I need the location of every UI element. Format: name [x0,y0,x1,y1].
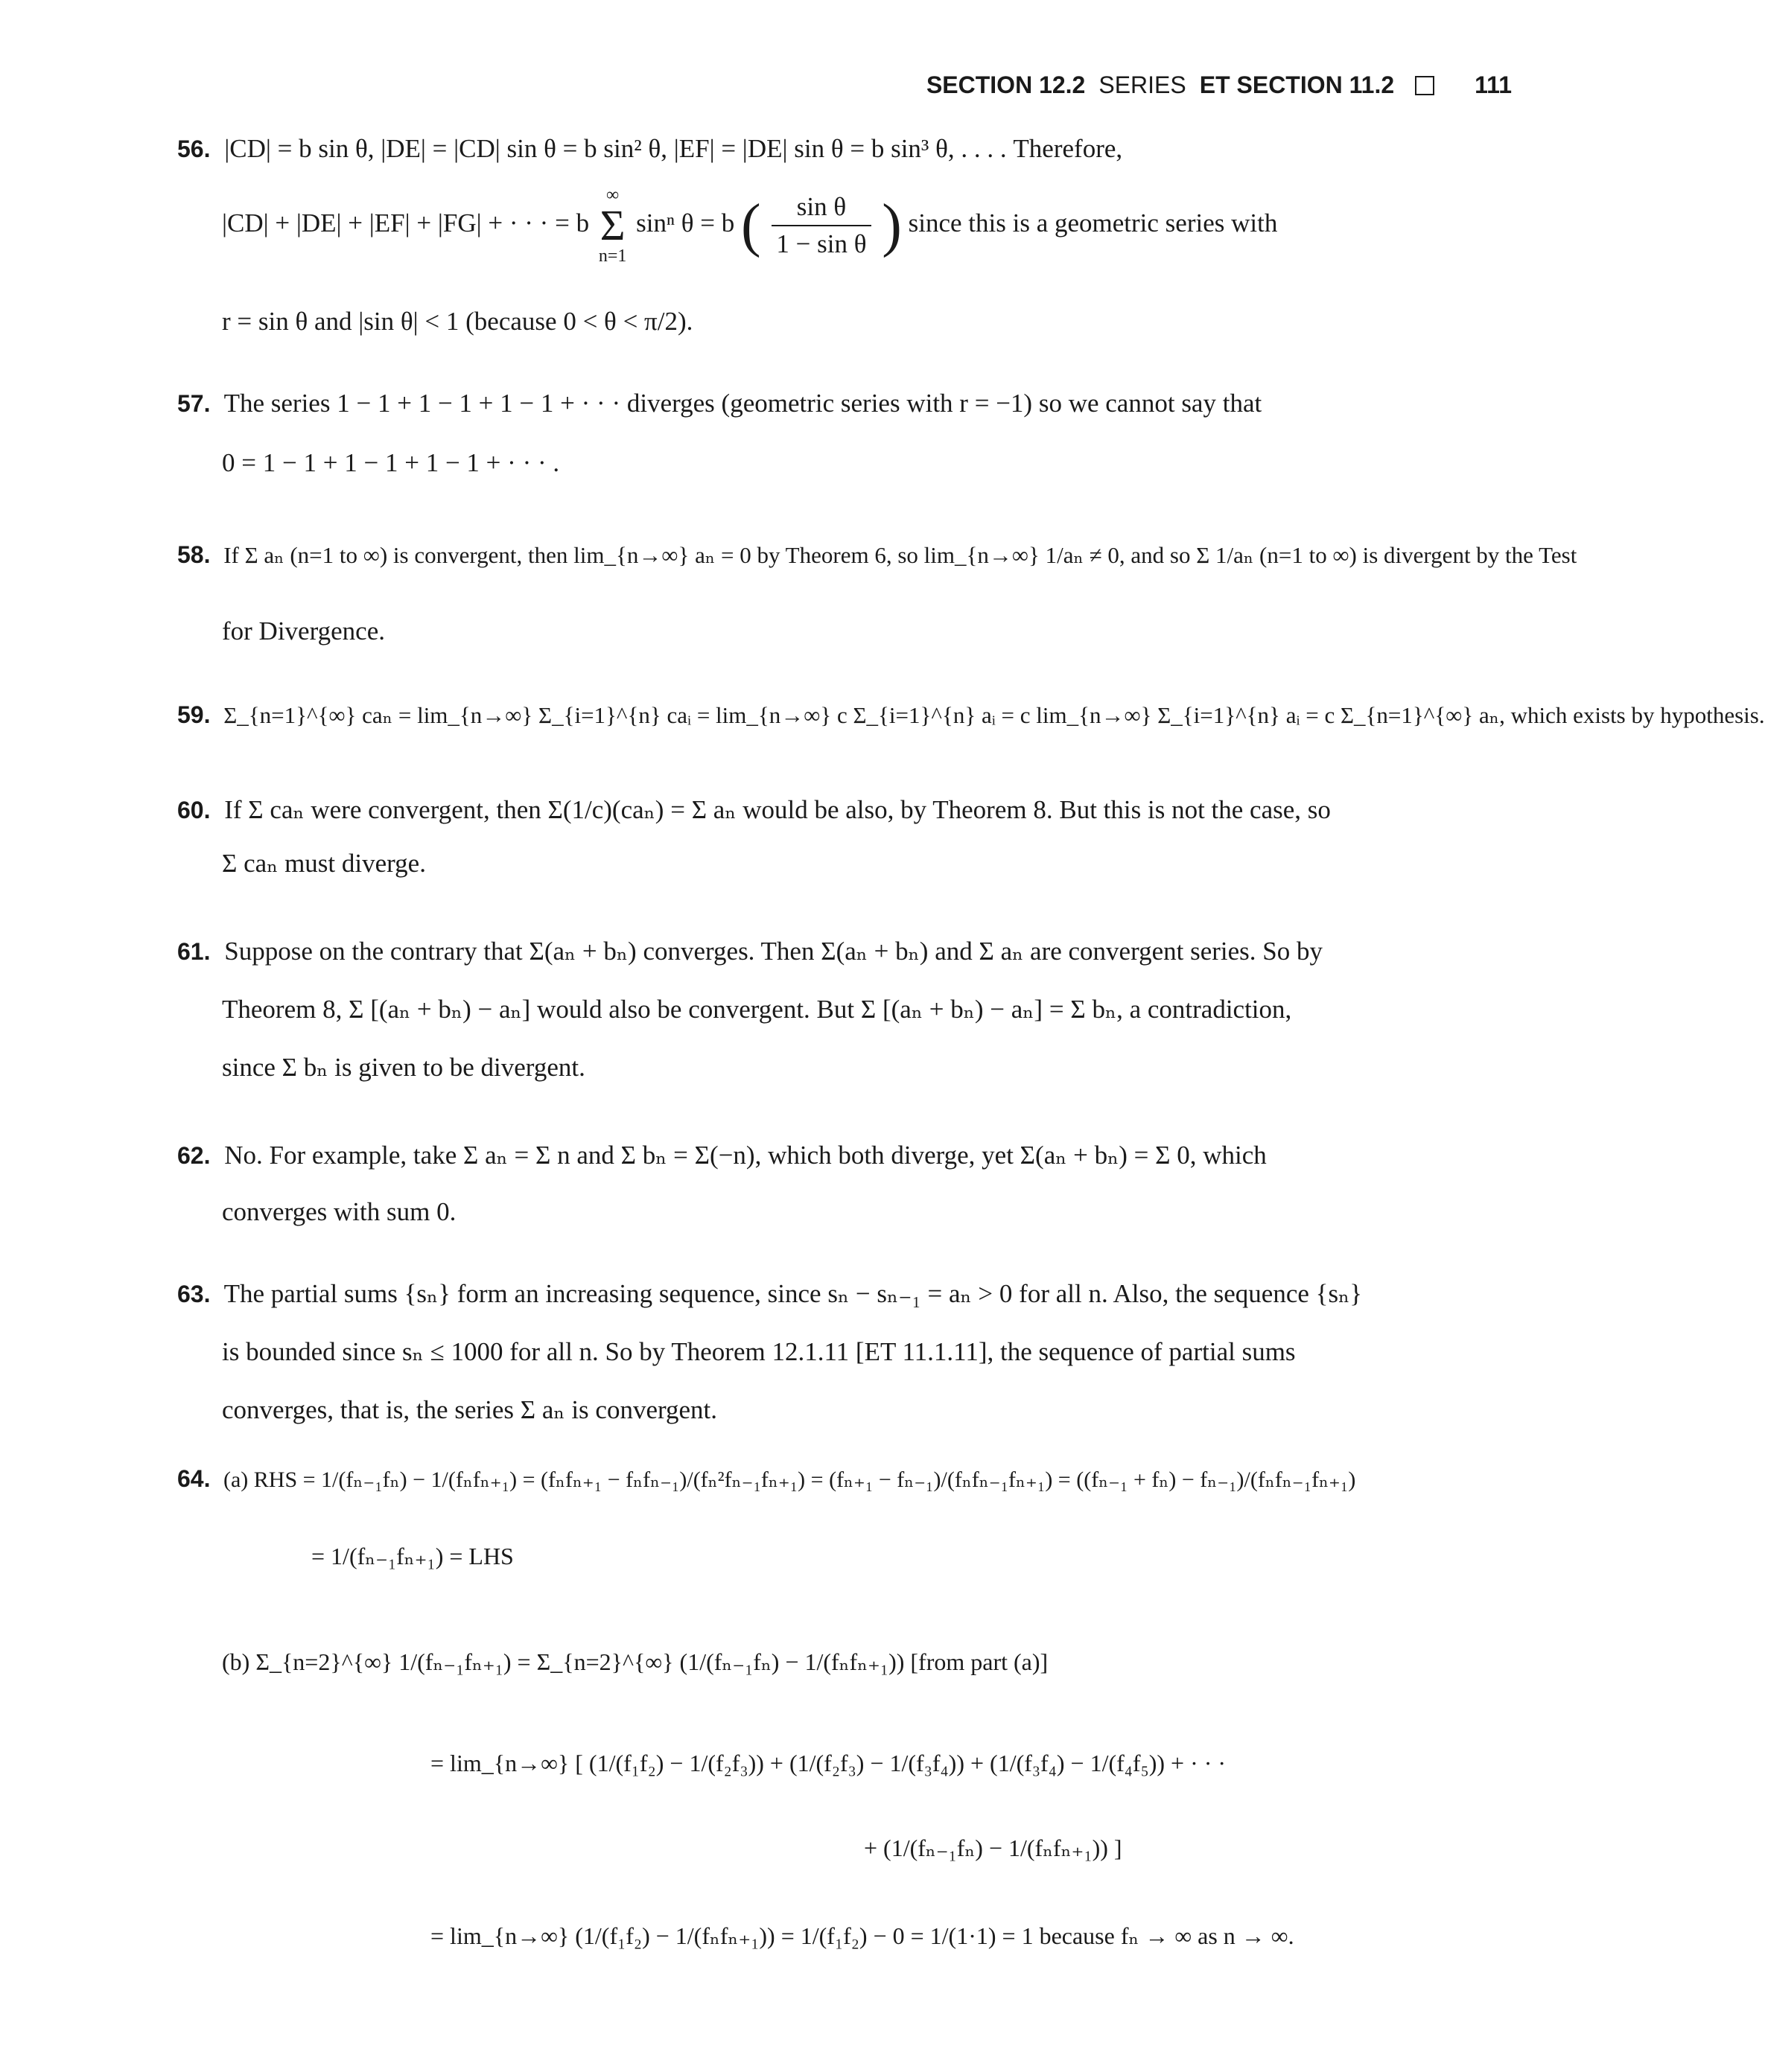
problem-56-text-3: r = sin θ and |sin θ| < 1 (because 0 < θ < π/2). [222,307,693,336]
header-box-icon [1415,76,1434,95]
sum-upper-limit: ∞ [606,185,620,205]
problem-57-line-1 [177,387,1262,420]
problem-56-eq-after: since this is a geometric series with [908,208,1278,238]
problem-62-text-2: converges with sum 0. [222,1197,457,1226]
problem-64-part-a-line-1: (a) RHS = 1/(fₙ₋₁fₙ) − 1/(fₙfₙ₊₁) = (fₙfₙ₊₁ − fₙfₙ₋₁)/(fₙ²fₙ₋₁fₙ₊₁) = (fₙ₊₁ − fₙ₋₁)/(fₙfₙ₋₁fₙ₊₁) = ((fₙ₋₁ + fₙ) − fₙ₋₁)/(fₙfₙ₋₁fₙ₊₁) [223,1467,1356,1492]
problem-59-line-1 [177,700,1765,730]
problem-62-line-2 [222,1196,456,1228]
problem-64-line-4 [430,1748,1226,1778]
problem-61-text-1: Suppose on the contrary that Σ(aₙ + bₙ) converges. Then Σ(aₙ + bₙ) and Σ aₙ are convergent series. So by [224,937,1323,966]
problem-63-text-1: The partial sums {sₙ} form an increasing sequence, since sₙ − sₙ₋₁ = aₙ > 0 for all n. Also, the sequence {sₙ} [223,1279,1363,1308]
problem-58-text-1: If Σ aₙ (n=1 to ∞) is convergent, then lim_{n→∞} aₙ = 0 by Theorem 6, so lim_{n→∞} 1/aₙ ≠ 0, and so Σ 1/aₙ (n=1 to ∞) is divergent by the Test [223,542,1577,568]
header-title: SERIES [1098,71,1186,98]
problem-64-line-3 [222,1647,1048,1677]
problem-64-line-5 [864,1833,1122,1863]
problem-57-text-2: 0 = 1 − 1 + 1 − 1 + 1 − 1 + · · · . [222,448,560,477]
problem-58-line-1 [177,540,1577,570]
problem-63-text-2: is bounded since sₙ ≤ 1000 for all n. So by Theorem 12.1.11 [ET 11.1.11], the sequence of partial sums [222,1337,1296,1366]
problem-64-line-6 [430,1921,1294,1951]
problem-61-line-2 [222,993,1291,1026]
problem-57-text-1: The series 1 − 1 + 1 − 1 + 1 − 1 + · · · diverges (geometric series with r = −1) so we cannot say that [223,389,1262,418]
problem-64-line-1 [177,1464,1355,1494]
problem-59-text-1: Σ_{n=1}^{∞} caₙ = lim_{n→∞} Σ_{i=1}^{n} caᵢ = lim_{n→∞} c Σ_{i=1}^{n} aᵢ = c lim_{n→∞} Σ_{i=1}^{n} aᵢ = c Σ_{n=1}^{∞} aₙ, which exists by hypothesis. [223,702,1765,728]
problem-63-line-1 [177,1278,1362,1310]
header-et-section: ET SECTION 11.2 [1199,71,1395,98]
problem-58-text-2: for Divergence. [222,616,385,645]
problem-58-line-2 [222,615,385,648]
problem-64-part-b-line-4: = lim_{n→∞} (1/(f₁f₂) − 1/(fₙfₙ₊₁)) = 1/(f₁f₂) − 0 = 1/(1·1) = 1 because fₙ → ∞ as n → ∞. [430,1922,1294,1949]
problem-62-text-1: No. For example, take Σ aₙ = Σ n and Σ bₙ = Σ(−n), which both diverge, yet Σ(aₙ + bₙ) = Σ 0, which [224,1141,1267,1170]
problem-64-part-b-line-2: = lim_{n→∞} [ (1/(f₁f₂) − 1/(f₂f₃)) + (1/(f₂f₃) − 1/(f₃f₄)) + (1/(f₃f₄) − 1/(f₄f₅)) + · · · [430,1750,1227,1776]
problem-64-part-b-line-1: (b) Σ_{n=2}^{∞} 1/(fₙ₋₁fₙ₊₁) = Σ_{n=2}^{∞} (1/(fₙ₋₁fₙ) − 1/(fₙfₙ₊₁)) [from part (a)] [222,1648,1049,1675]
problem-64-part-a-line-2: = 1/(fₙ₋₁fₙ₊₁) = LHS [311,1543,514,1569]
problem-56-line-3 [222,305,693,338]
left-paren-icon: ( [741,193,761,258]
problem-56-equation [222,186,1277,265]
fraction-denominator: 1 − sin θ [776,229,867,258]
problem-60-text-1: If Σ caₙ were convergent, then Σ(1/c)(caₙ) = Σ aₙ would be also, by Theorem 8. But this is not the case, so [224,795,1331,824]
problem-64-number: 64. [177,1465,211,1492]
problem-61-text-2: Theorem 8, Σ [(aₙ + bₙ) − aₙ] would also be convergent. But Σ [(aₙ + bₙ) − aₙ] = Σ bₙ, a contradiction, [222,995,1292,1024]
problem-56-line-1 [177,133,1122,165]
problem-64-line-2 [311,1541,514,1571]
problem-61-text-3: since Σ bₙ is given to be divergent. [222,1053,585,1082]
problem-62-number: 62. [177,1142,211,1169]
page-number: 111 [1475,71,1512,98]
problem-61-line-1 [177,935,1323,968]
problem-56-number: 56. [177,136,211,162]
sigma-icon: Σ [600,201,626,249]
problem-59-number: 59. [177,701,211,728]
problem-63-line-2 [222,1336,1296,1368]
problem-57-number: 57. [177,390,211,417]
problem-56-text-1: |CD| = b sin θ, |DE| = |CD| sin θ = b sin² θ, |EF| = |DE| sin θ = b sin³ θ, . . . . Therefore, [224,134,1123,163]
sum-lower-limit: n=1 [598,246,627,266]
problem-61-number: 61. [177,938,211,965]
problem-61-line-3 [222,1051,585,1084]
summation-symbol [599,186,627,265]
right-paren-icon: ) [882,193,902,258]
problem-60-text-2: Σ caₙ must diverge. [222,849,426,878]
fraction-numerator: sin θ [772,191,871,226]
problem-62-line-1 [177,1139,1267,1172]
problem-64-part-b-line-3: + (1/(fₙ₋₁fₙ) − 1/(fₙfₙ₊₁)) ] [864,1834,1122,1861]
problem-60-line-2 [222,847,426,880]
problem-60-line-1 [177,794,1331,826]
problem-63-line-3 [222,1394,717,1427]
problem-56-fraction [772,191,871,261]
problem-63-number: 63. [177,1281,211,1307]
problem-63-text-3: converges, that is, the series Σ aₙ is convergent. [222,1395,718,1424]
problem-56-eq-left: |CD| + |DE| + |EF| + |FG| + · · · = b [222,208,590,238]
problem-60-number: 60. [177,797,211,823]
header-section: SECTION 12.2 [926,71,1086,98]
problem-56-eq-mid: sinⁿ θ = b [636,208,735,238]
running-header [926,71,1512,99]
problem-57-line-2 [222,447,559,479]
problem-58-number: 58. [177,541,211,568]
